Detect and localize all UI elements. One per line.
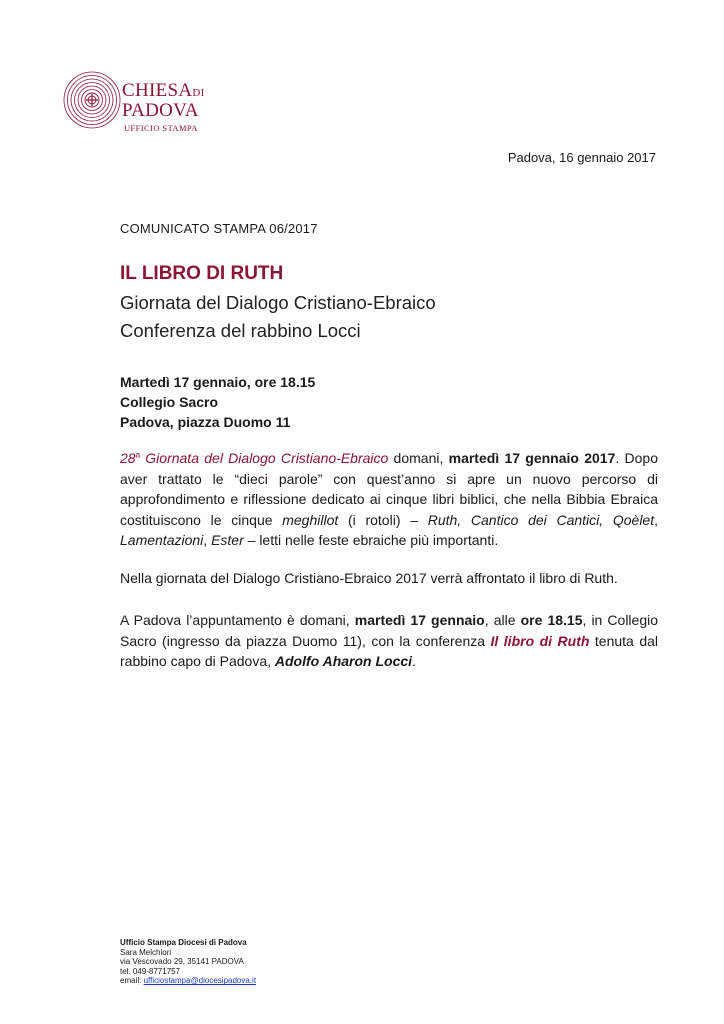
text: (i rotoli) – [338, 511, 428, 528]
text: A Padova l’appuntamento è domani, [120, 612, 355, 628]
logo-text-padova: PADOVA [122, 100, 199, 121]
page-title: IL LIBRO DI RUTH [120, 263, 284, 284]
text: . Dopo aver trattato le “dieci parole” con quest’anno si apre un nuovo percorso di approfondimento e riflessione dedicato ai cinque libri biblici, che nella Bibbia Ebraica costituiscono le cinque [120, 450, 658, 528]
text: – letti nelle feste ebraiche più importanti. [243, 532, 499, 548]
speaker-name: Adolfo Aharon Locci [274, 653, 413, 669]
text: tenuta dal rabbino capo di Padova, [120, 632, 658, 669]
event-where: Collegio Sacro [120, 394, 219, 410]
email-link[interactable]: ufficiostampa@diocesipadova.it [143, 976, 257, 986]
text: . [412, 653, 416, 669]
italic-meghillot: meghillot [282, 511, 339, 528]
paragraph-topic: Nella giornata del Dialogo Cristiano-Ebraico 2017 verrà affrontato il libro di Ruth. [120, 570, 618, 586]
italic-lamentazioni: Lamentazioni [120, 532, 204, 548]
conference-title: Il libro di Ruth [490, 632, 590, 649]
paragraph-appointment [120, 610, 658, 672]
logo-text-chiesa: CHIESADI [122, 80, 205, 101]
subtitle-giornata: Giornata del Dialogo Cristiano-Ebraico [120, 292, 436, 313]
event-when: Martedì 17 gennaio, ore 18.15 [120, 374, 316, 390]
italic-books: Ruth, Cantico dei Cantici, Qoèlet [427, 511, 655, 528]
event-details [120, 372, 315, 432]
logo-text-ufficio-stampa: UFFICIO STAMPA [124, 123, 198, 133]
bold-date: martedì 17 gennaio 2017 [448, 450, 616, 466]
diocese-logo [62, 60, 222, 150]
giornata-number: 28 [120, 450, 136, 466]
concentric-circles-icon [62, 60, 122, 140]
text: , [203, 532, 212, 548]
document-date: Padova, 16 gennaio 2017 [507, 150, 656, 165]
email-label: email: [120, 976, 144, 986]
subtitle-conferenza: Conferenza del rabbino Locci [120, 320, 361, 341]
bold-time: ore 18.15 [520, 612, 583, 628]
bold-date: martedì 17 gennaio [354, 612, 485, 628]
footer-contact [120, 938, 256, 986]
ordinal-superscript: a [135, 450, 141, 460]
press-release-number: COMUNICATO STAMPA 06/2017 [120, 221, 318, 236]
footer-address: via Vescovado 29, 35141 PADOVA [120, 957, 244, 967]
italic-ester: Ester [211, 532, 244, 548]
paragraph-intro [120, 448, 658, 551]
event-address: Padova, piazza Duomo 11 [120, 414, 291, 430]
text: , [654, 511, 658, 528]
text: domani, [388, 450, 449, 466]
giornata-name: Giornata del Dialogo Cristiano-Ebraico [140, 450, 389, 466]
text: , in Collegio Sacro (ingresso da piazza Duomo 11), con la conferenza [120, 612, 659, 649]
footer-tel: tel. 049-8771757 [120, 966, 181, 976]
footer-email-line [120, 976, 256, 986]
footer-office: Ufficio Stampa Diocesi di Padova [120, 938, 247, 947]
text: , alle [484, 612, 521, 628]
footer-name: Sara Melchiori [120, 947, 172, 957]
